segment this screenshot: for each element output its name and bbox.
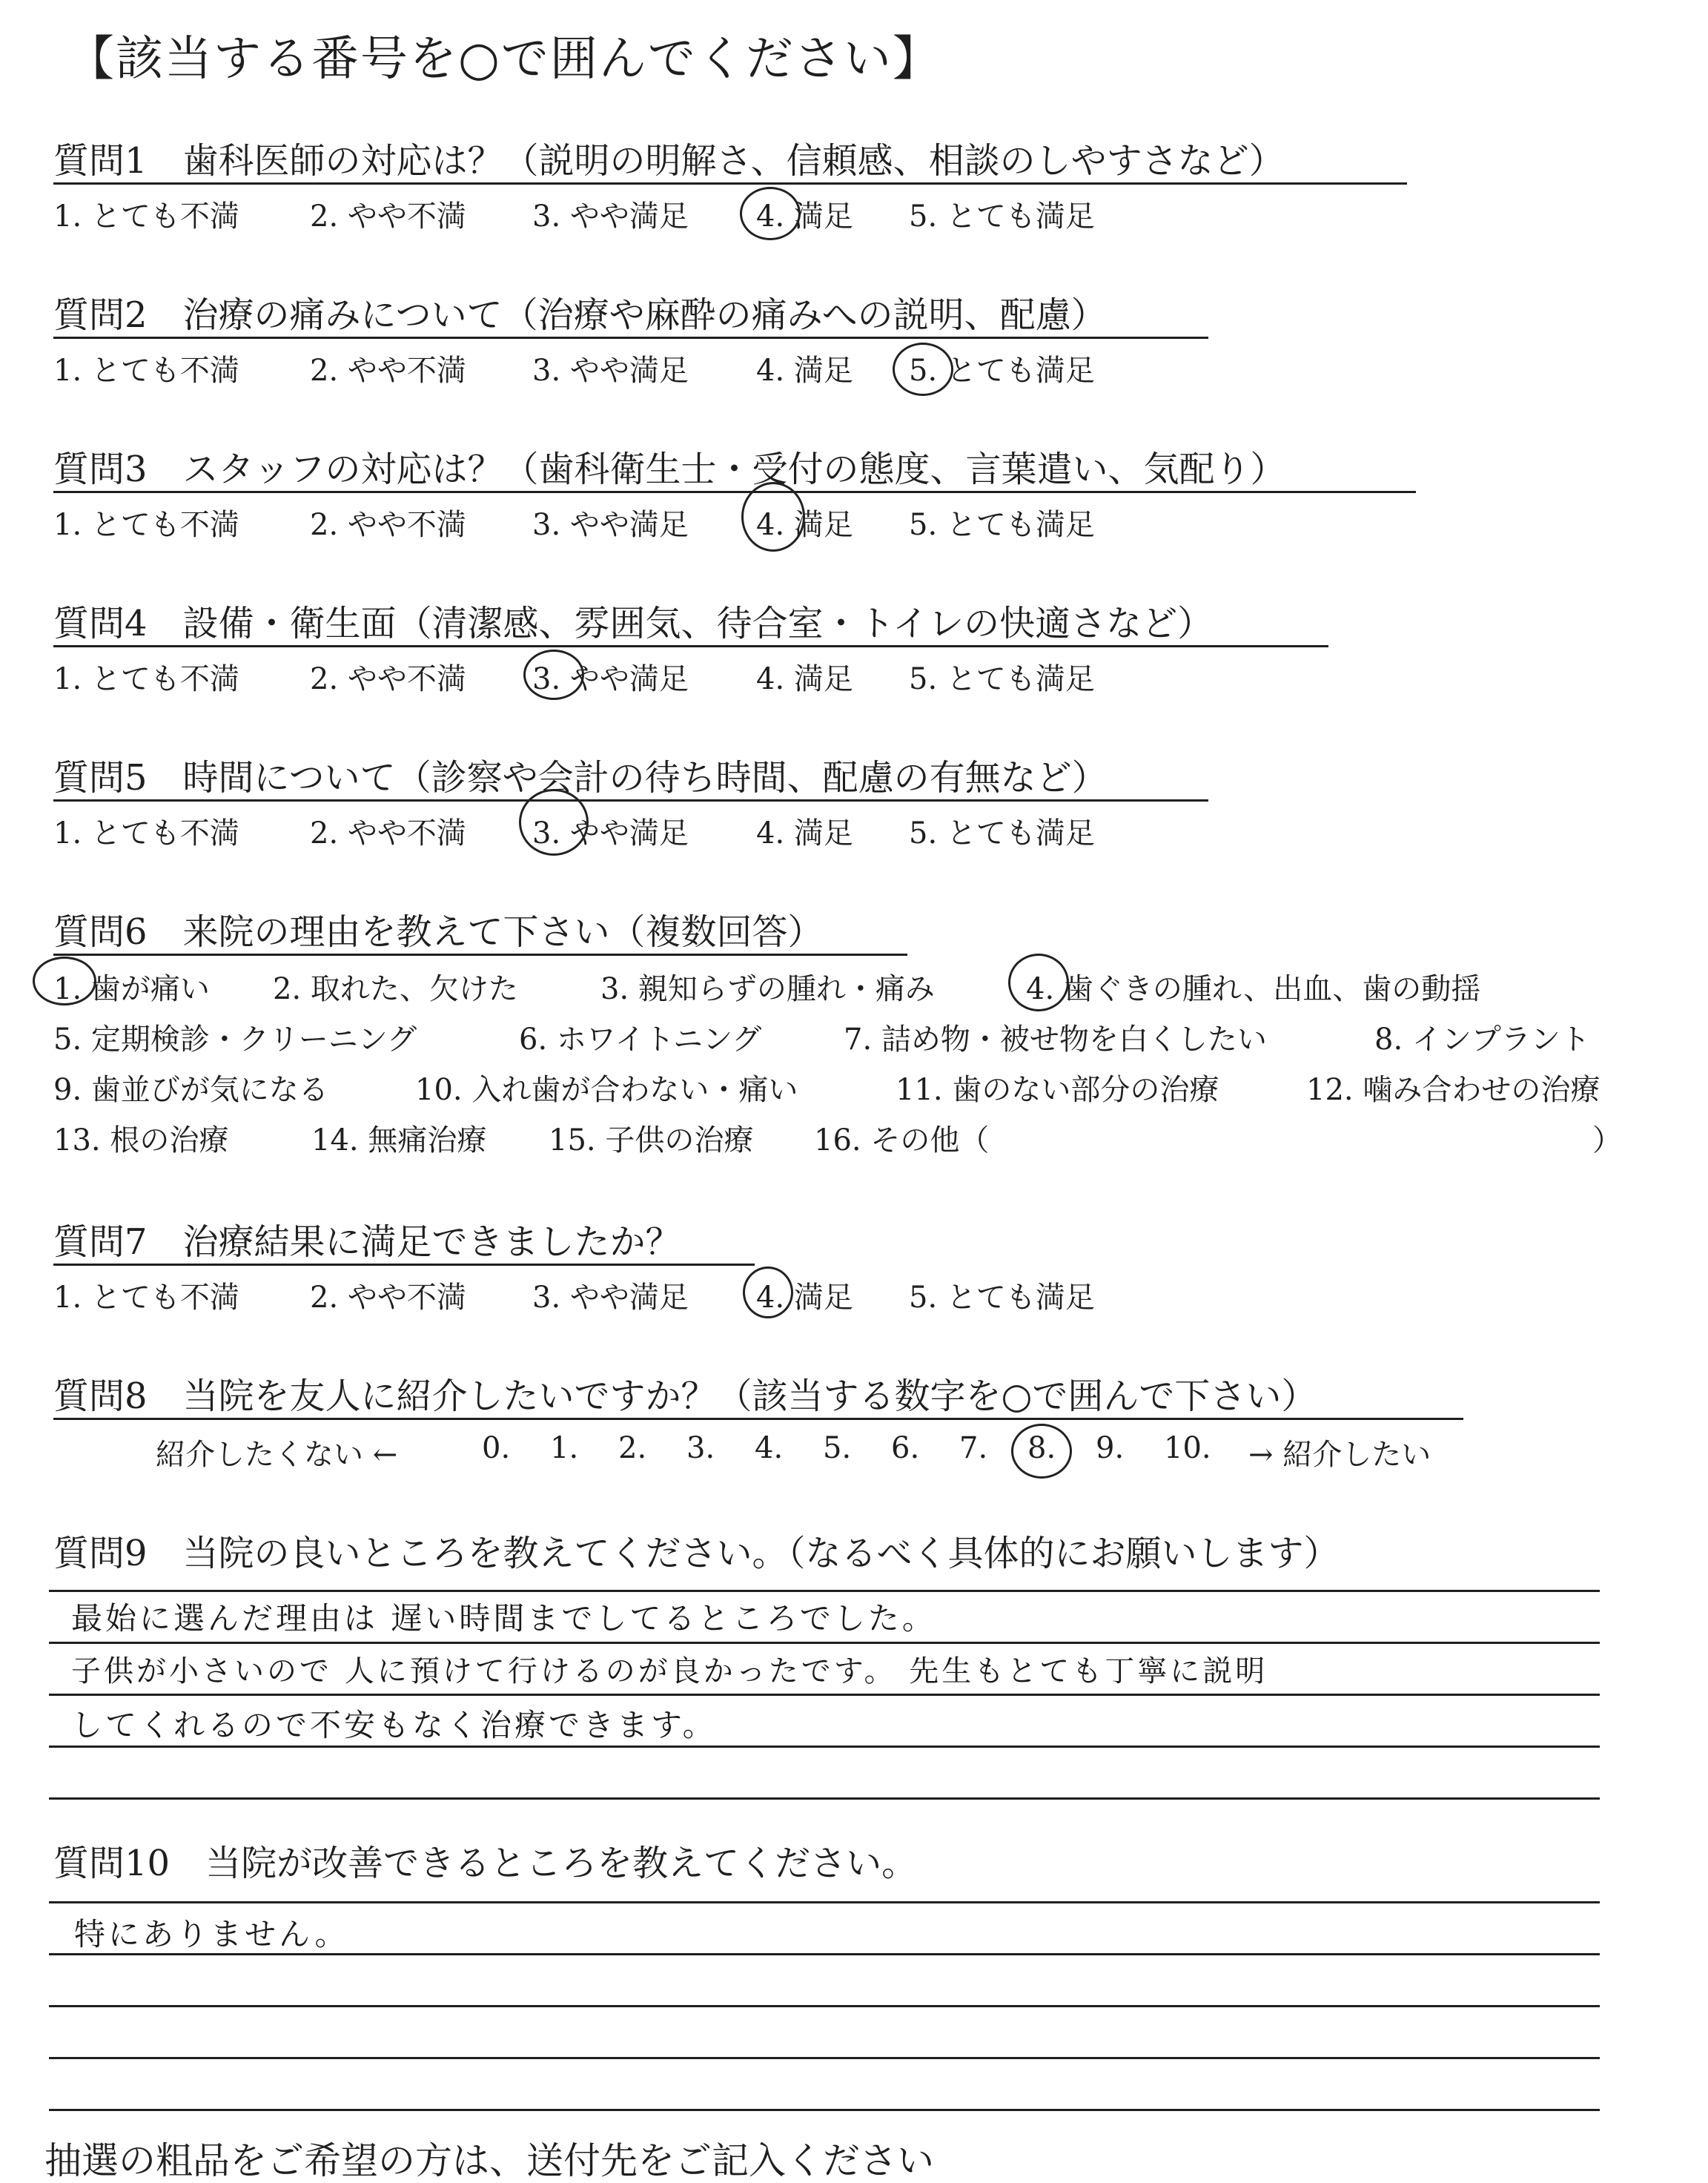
footer-note: 抽選の粗品をご希望の方は、送付先をご記入ください xyxy=(44,2139,934,2182)
q9-answer-line-1: 最始に選んだ理由は 遅い時間までしてるところでした。 xyxy=(71,1600,936,1637)
question-2-underline xyxy=(53,337,1208,339)
q8-scale-0[interactable]: 0. xyxy=(482,1431,511,1465)
q9-rule-4 xyxy=(49,1746,1600,1748)
q4-option-4[interactable]: 4. 満足 xyxy=(756,662,853,696)
q1-option-3[interactable]: 3. やや満足 xyxy=(532,199,689,234)
q7-option-5[interactable]: 5. とても満足 xyxy=(909,1281,1095,1315)
q4-option-3[interactable]: 3. やや満足 xyxy=(532,662,689,696)
question-3-underline xyxy=(53,491,1416,493)
q8-scale-9[interactable]: 9. xyxy=(1096,1431,1125,1465)
q9-answer-line-3: してくれるので不安もなく治療できます。 xyxy=(71,1707,717,1743)
q7-option-2[interactable]: 2. やや不満 xyxy=(310,1281,466,1315)
q6-option-10[interactable]: 10. 入れ歯が合わない・痛い xyxy=(415,1073,798,1107)
q6-option-14[interactable]: 14. 無痛治療 xyxy=(311,1123,487,1157)
question-4-underline xyxy=(53,645,1328,647)
q6-other-close-paren: ） xyxy=(1592,1123,1622,1157)
q2-option-4[interactable]: 4. 満足 xyxy=(756,354,853,388)
q6-option-13[interactable]: 13. 根の治療 xyxy=(53,1123,229,1157)
q4-option-2[interactable]: 2. やや不満 xyxy=(310,662,466,696)
question-1-label: 質問1 歯科医師の対応は？（説明の明解さ、信頼感、相談のしやすさなど） xyxy=(53,140,1285,182)
page-title: 【該当する番号を○で囲んでください】 xyxy=(67,32,941,87)
q2-option-2[interactable]: 2. やや不満 xyxy=(310,354,466,388)
question-8-underline xyxy=(53,1418,1463,1420)
q8-selected-circle xyxy=(1011,1424,1072,1479)
q6-option-1[interactable]: 1. 歯が痛い xyxy=(53,972,210,1006)
q2-option-1[interactable]: 1. とても不満 xyxy=(53,354,239,388)
q6-option-16[interactable]: 16. その他（ xyxy=(814,1123,990,1157)
q9-answer-line-2: 子供が小さいので 人に預けて行けるのが良かったです。 先生もとても丁寧に説明 xyxy=(71,1654,1268,1688)
q8-scale-8[interactable]: 8. xyxy=(1027,1431,1056,1465)
q4-option-5[interactable]: 5. とても満足 xyxy=(909,662,1095,696)
q5-option-2[interactable]: 2. やや不満 xyxy=(310,816,466,851)
question-6-label: 質問6 来院の理由を教えて下さい（複数回答） xyxy=(53,911,824,953)
q8-scale-6[interactable]: 6. xyxy=(891,1431,920,1465)
q1-option-2[interactable]: 2. やや不満 xyxy=(310,199,466,234)
q7-selected-circle xyxy=(743,1266,793,1318)
q10-rule-1 xyxy=(49,1901,1600,1903)
q7-option-3[interactable]: 3. やや満足 xyxy=(532,1281,689,1315)
q2-option-5[interactable]: 5. とても満足 xyxy=(909,354,1095,388)
q7-option-1[interactable]: 1. とても不満 xyxy=(53,1281,239,1315)
q8-scale-1[interactable]: 1. xyxy=(550,1431,579,1465)
question-4-label: 質問4 設備・衛生面（清潔感、雰囲気、待合室・トイレの快適さなど） xyxy=(53,603,1214,644)
q3-option-2[interactable]: 2. やや不満 xyxy=(310,508,466,542)
q6-option-12[interactable]: 12. 噛み合わせの治療 xyxy=(1306,1073,1601,1107)
q9-rule-5 xyxy=(49,1797,1600,1800)
q8-scale-10[interactable]: 10. xyxy=(1164,1431,1211,1465)
q2-option-3[interactable]: 3. やや満足 xyxy=(532,354,689,388)
q3-option-5[interactable]: 5. とても満足 xyxy=(909,508,1095,542)
q3-option-1[interactable]: 1. とても不満 xyxy=(53,508,239,542)
q10-rule-3 xyxy=(49,2005,1600,2007)
question-6-underline xyxy=(53,954,907,956)
question-7-label: 質問7 治療結果に満足できましたか？ xyxy=(53,1221,681,1263)
q8-right-label: → 紹介したい xyxy=(1248,1438,1431,1472)
q6-option-4[interactable]: 4. 歯ぐきの腫れ、出血、歯の動揺 xyxy=(1026,972,1481,1006)
question-9-label: 質問9 当院の良いところを教えてください。（なるべく具体的にお願いします） xyxy=(53,1533,1340,1574)
q8-scale-4[interactable]: 4. xyxy=(755,1431,784,1465)
q5-selected-circle xyxy=(519,789,589,856)
q1-option-1[interactable]: 1. とても不満 xyxy=(53,199,239,234)
q6-selected-circle-1 xyxy=(33,957,96,1005)
q6-option-9[interactable]: 9. 歯並びが気になる xyxy=(53,1073,328,1107)
q3-option-4[interactable]: 4. 満足 xyxy=(756,508,853,542)
q6-option-15[interactable]: 15. 子供の治療 xyxy=(549,1123,754,1157)
question-5-label: 質問5 時間について（診察や会計の待ち時間、配慮の有無など） xyxy=(53,757,1108,799)
q8-scale-3[interactable]: 3. xyxy=(686,1431,715,1465)
q10-rule-5 xyxy=(49,2109,1600,2111)
question-2-label: 質問2 治療の痛みについて（治療や麻酔の痛みへの説明、配慮） xyxy=(53,294,1107,336)
question-5-underline xyxy=(53,799,1208,802)
q4-option-1[interactable]: 1. とても不満 xyxy=(53,662,239,696)
q8-scale-7[interactable]: 7. xyxy=(959,1431,988,1465)
q6-option-2[interactable]: 2. 取れた、欠けた xyxy=(273,972,518,1006)
q5-option-4[interactable]: 4. 満足 xyxy=(756,816,853,851)
q6-selected-circle-4 xyxy=(1008,954,1069,1011)
q5-option-5[interactable]: 5. とても満足 xyxy=(909,816,1095,851)
q6-option-5[interactable]: 5. 定期検診・クリーニング xyxy=(53,1023,417,1057)
q8-scale-2[interactable]: 2. xyxy=(618,1431,647,1465)
q6-option-6[interactable]: 6. ホワイトニング xyxy=(519,1023,762,1057)
q8-scale-5[interactable]: 5. xyxy=(823,1431,852,1465)
q6-option-7[interactable]: 7. 詰め物・被せ物を白くしたい xyxy=(844,1023,1267,1057)
q1-selected-circle xyxy=(740,187,801,240)
q6-option-8[interactable]: 8. インプラント xyxy=(1374,1023,1590,1057)
q6-option-3[interactable]: 3. 親知らずの腫れ・痛み xyxy=(600,972,935,1006)
q8-left-label: 紹介したくない ← xyxy=(156,1438,398,1472)
question-3-label: 質問3 スタッフの対応は？（歯科衛生士・受付の態度、言葉遣い、気配り） xyxy=(53,449,1286,490)
q7-option-4[interactable]: 4. 満足 xyxy=(756,1281,853,1315)
q1-option-4[interactable]: 4. 満足 xyxy=(756,199,853,234)
q5-option-1[interactable]: 1. とても不満 xyxy=(53,816,239,851)
q9-rule-3 xyxy=(49,1694,1600,1696)
question-10-label: 質問10 当院が改善できるところを教えてください。 xyxy=(53,1843,918,1884)
q4-selected-circle xyxy=(523,650,584,700)
question-7-underline xyxy=(53,1264,755,1266)
q10-answer-line-1: 特にありません。 xyxy=(74,1916,349,1952)
q6-option-11[interactable]: 11. 歯のない部分の治療 xyxy=(896,1073,1219,1107)
question-1-underline xyxy=(53,182,1407,185)
question-8-label: 質問8 当院を友人に紹介したいですか？（該当する数字を○で囲んで下さい） xyxy=(53,1375,1317,1417)
q3-selected-circle xyxy=(741,482,805,552)
q9-rule-1 xyxy=(49,1590,1600,1592)
q2-selected-circle xyxy=(893,343,953,396)
q1-option-5[interactable]: 5. とても満足 xyxy=(909,199,1095,234)
q9-rule-2 xyxy=(49,1642,1600,1644)
q5-option-3[interactable]: 3. やや満足 xyxy=(532,816,689,851)
q10-rule-4 xyxy=(49,2057,1600,2059)
q3-option-3[interactable]: 3. やや満足 xyxy=(532,508,689,542)
